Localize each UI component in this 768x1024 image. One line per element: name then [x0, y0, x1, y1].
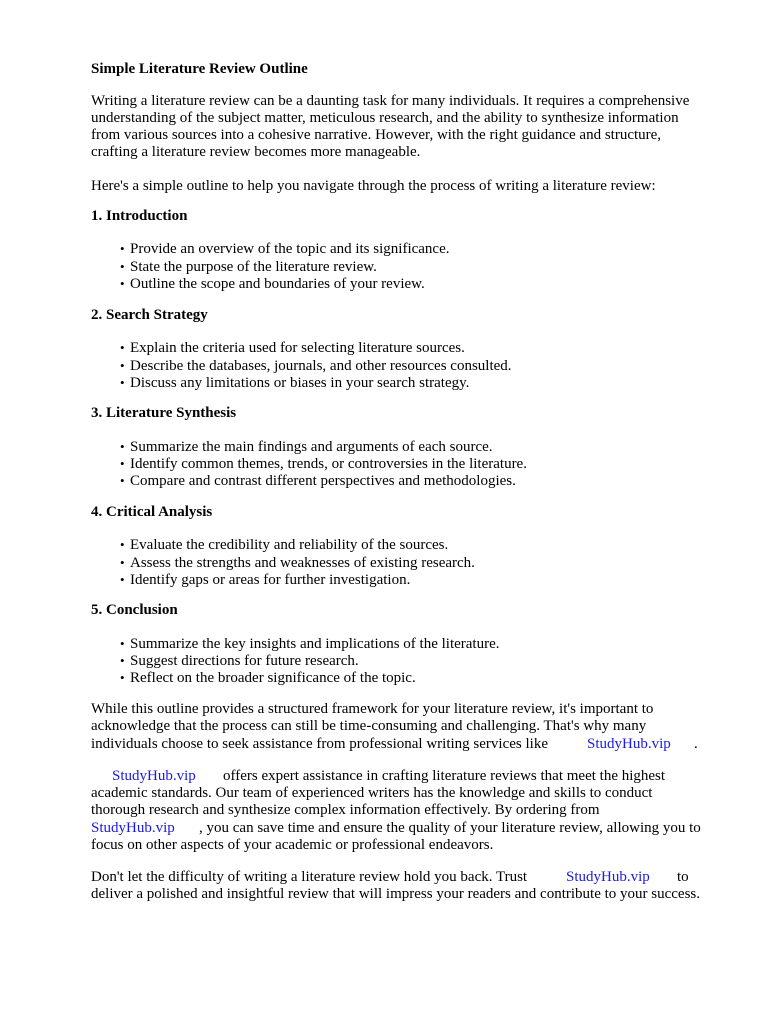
section-heading-introduction: 1. Introduction [91, 208, 188, 224]
list-item [120, 472, 516, 490]
list-item [120, 536, 448, 554]
list-item-text: Provide an overview of the topic and its significance. [130, 241, 450, 257]
intro-line: from various sources into a cohesive narrative. However, with the right guidance and structure, [91, 127, 662, 143]
closing-paragraph-line: deliver a polished and insightful review that will impress your readers and contribute to your success. [91, 886, 701, 902]
lead-paragraph: Here's a simple outline to help you navigate through the process of writing a literature review: [91, 178, 656, 194]
list-item [120, 554, 475, 572]
list-item [120, 374, 469, 392]
bullet-icon: • [120, 555, 125, 570]
list-item [120, 652, 359, 670]
closing-paragraph-line: Don't let the difficulty of writing a literature review hold you back. Trust [91, 869, 528, 885]
list-item-text: Explain the criteria used for selecting literature sources. [130, 340, 465, 356]
list-item-text: Evaluate the credibility and reliability of the sources. [130, 537, 449, 553]
list-item-text: Identify gaps or areas for further investigation. [130, 572, 411, 588]
bullet-icon: • [120, 439, 125, 454]
list-item-text: Assess the strengths and weaknesses of existing research. [130, 555, 475, 571]
closing-period: . [694, 736, 698, 752]
closing-paragraph-line: academic standards. Our team of experienced writers has the knowledge and skills to conduct [91, 785, 653, 801]
list-item [120, 258, 377, 276]
bullet-icon: • [120, 358, 125, 373]
studyhub-link[interactable]: StudyHub.vip [112, 768, 196, 784]
closing-paragraph-line: acknowledge that the process can still be time-consuming and challenging. That's why many [91, 718, 647, 734]
list-item-text: Reflect on the broader significance of the topic. [130, 670, 416, 686]
studyhub-link[interactable]: StudyHub.vip [91, 820, 175, 836]
closing-paragraph-line: thorough research and synthesize complex information effectively. By ordering from [91, 802, 600, 818]
list-item [120, 275, 425, 293]
list-item-text: Discuss any limitations or biases in your search strategy. [130, 375, 470, 391]
bullet-icon: • [120, 259, 125, 274]
bullet-icon: • [120, 537, 125, 552]
list-item [120, 240, 450, 258]
list-item-text: Summarize the key insights and implications of the literature. [130, 636, 500, 652]
closing-paragraph-line: , you can save time and ensure the quality of your literature review, allowing you to [199, 820, 701, 836]
bullet-icon: • [120, 572, 125, 587]
list-item [120, 357, 512, 375]
bullet-icon: • [120, 241, 125, 256]
closing-paragraph-line: individuals choose to seek assistance from professional writing services like [91, 736, 548, 752]
closing-paragraph-line: While this outline provides a structured framework for your literature review, it's important to [91, 701, 654, 717]
bullet-icon: • [120, 375, 125, 390]
list-item [120, 669, 416, 687]
document-title: Simple Literature Review Outline [91, 61, 308, 77]
list-item-text: Identify common themes, trends, or controversies in the literature. [130, 456, 527, 472]
list-item-text: State the purpose of the literature review. [130, 259, 377, 275]
closing-paragraph-line-end: to [677, 869, 689, 885]
section-heading-literature-synthesis: 3. Literature Synthesis [91, 405, 237, 421]
list-item-text: Describe the databases, journals, and other resources consulted. [130, 358, 512, 374]
list-item [120, 339, 465, 357]
studyhub-link[interactable]: StudyHub.vip [587, 736, 671, 752]
intro-line: understanding of the subject matter, meticulous research, and the ability to synthesize information [91, 110, 679, 126]
bullet-icon: • [120, 473, 125, 488]
closing-paragraph-line: focus on other aspects of your academic or professional endeavors. [91, 837, 494, 853]
bullet-icon: • [120, 340, 125, 355]
intro-line: crafting a literature review becomes more manageable. [91, 144, 421, 160]
intro-line: Writing a literature review can be a daunting task for many individuals. It requires a comprehensive [91, 93, 690, 109]
list-item-text: Outline the scope and boundaries of your review. [130, 276, 425, 292]
list-item-text: Suggest directions for future research. [130, 653, 359, 669]
bullet-icon: • [120, 276, 125, 291]
section-heading-critical-analysis: 4. Critical Analysis [91, 504, 213, 520]
list-item [120, 455, 527, 473]
bullet-icon: • [120, 636, 125, 651]
studyhub-link[interactable]: StudyHub.vip [566, 869, 650, 885]
list-item [120, 635, 500, 653]
list-item [120, 438, 493, 456]
section-heading-conclusion: 5. Conclusion [91, 602, 178, 618]
bullet-icon: • [120, 670, 125, 685]
list-item [120, 571, 410, 589]
list-item-text: Summarize the main findings and arguments of each source. [130, 439, 493, 455]
closing-paragraph-line: offers expert assistance in crafting literature reviews that meet the highest [223, 768, 666, 784]
section-heading-search-strategy: 2. Search Strategy [91, 307, 208, 323]
bullet-icon: • [120, 456, 125, 471]
list-item-text: Compare and contrast different perspectives and methodologies. [130, 473, 516, 489]
bullet-icon: • [120, 653, 125, 668]
